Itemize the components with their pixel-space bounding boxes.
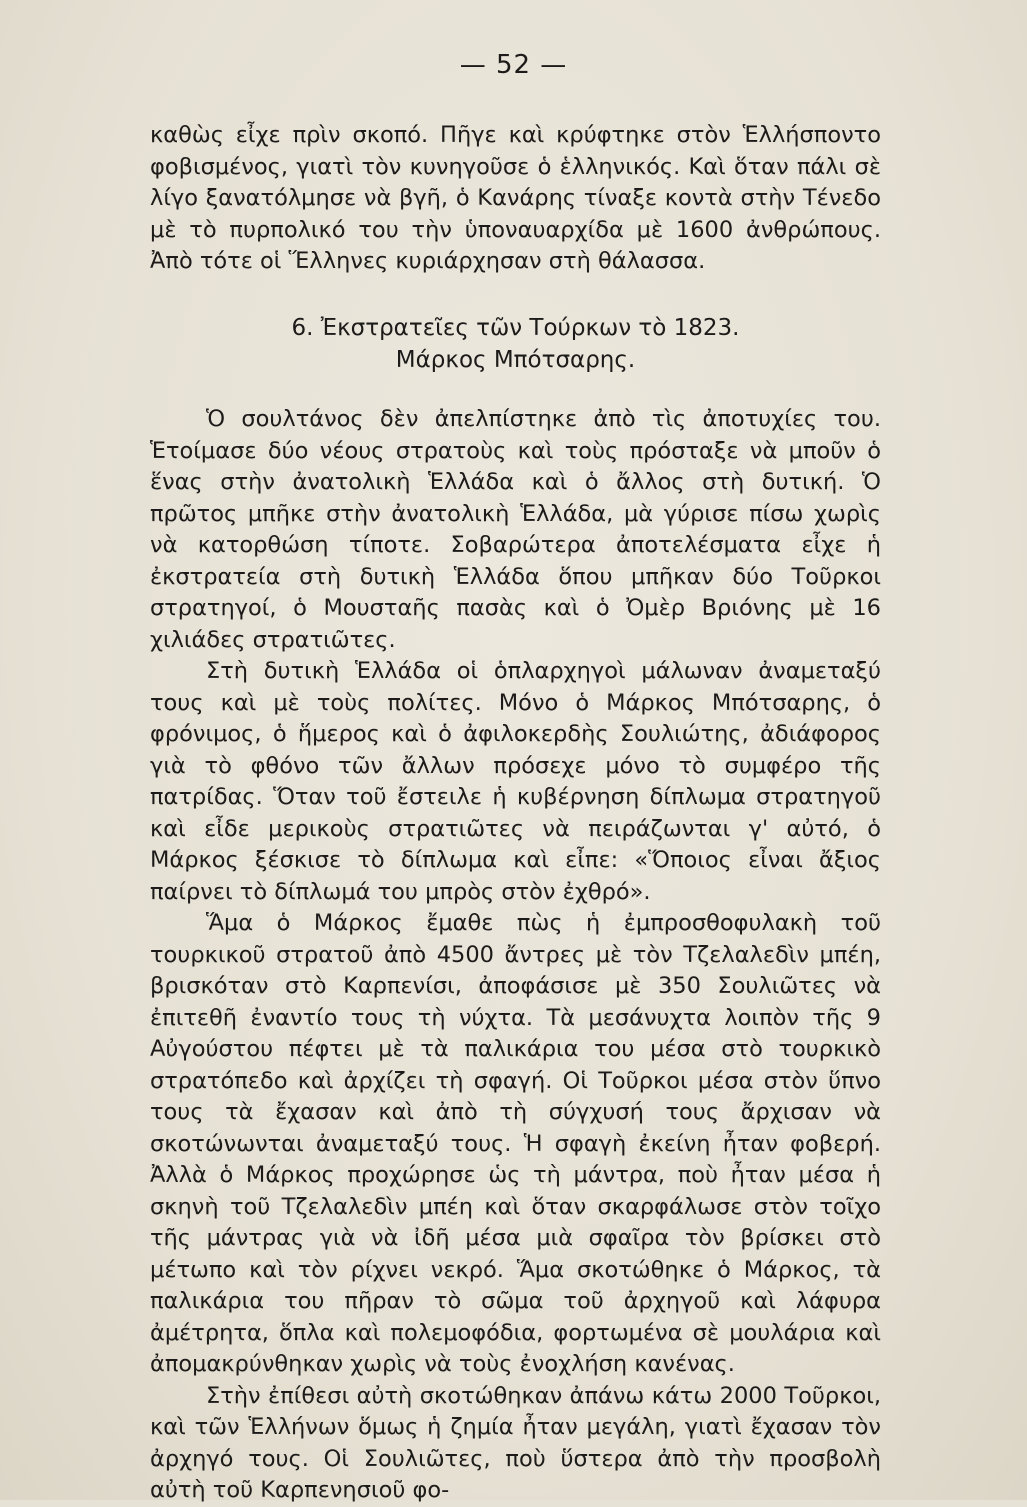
paragraph-4: Στὴν ἐπίθεσι αὐτὴ σκοτώθηκαν ἀπάνω κάτω 2000 Τοῦρκοι, καὶ τῶν Ἑλλήνων ὅμως ἡ ζημία ἦταν μεγάλη, γιατὶ ἔχασαν τὸν ἀρχηγό τους. Οἱ Σουλιῶτες, ποὺ ὕστερα ἀπὸ τὴν προσβολὴ αὐτὴ τοῦ Καρπενησιοῦ φο- bbox=[150, 1382, 881, 1503]
intro-block bbox=[150, 120, 881, 278]
body-block bbox=[150, 404, 881, 1507]
section-title-line2: Μάρκος Μπότσαρης. bbox=[395, 347, 636, 373]
page-number: — 52 — bbox=[459, 50, 568, 80]
section-heading bbox=[150, 312, 881, 376]
intro-paragraph: καθὼς εἶχε πρὶν σκοπό. Πῆγε καὶ κρύφτηκε στὸν Ἑλλήσποντο φοβισμένος, γιατὶ τὸν κυνηγοῦσε ὁ ἑλληνικός. Καὶ ὅταν πάλι σὲ λίγο ξανατόλμησε νὰ βγῆ, ὁ Κανάρης τίναξε κοντὰ στὴν Τένεδο μὲ τὸ πυρπολικό του τὴν ὑποναυαρχίδα μὲ 1600 ἀνθρώπους. Ἀπὸ τότε οἱ Ἕλληνες κυριάρχησαν στὴ θάλασσα. bbox=[150, 122, 881, 274]
paragraph-2: Στὴ δυτικὴ Ἑλλάδα οἱ ὁπλαρχηγοὶ μάλωναν ἀναμεταξύ τους καὶ μὲ τοὺς πολίτες. Μόνο ὁ Μάρκος Μπότσαρης, ὁ φρόνιμος, ὁ ἥμερος καὶ ὁ ἀφιλοκερδὴς Σουλιώτης, ἀδιάφορος γιὰ τὸ φθόνο τῶν ἄλλων πρόσεχε μόνο τὸ συμφέρο τῆς πατρίδας. Ὅταν τοῦ ἔστειλε ἡ κυβέρνηση δίπλωμα στρατηγοῦ καὶ εἶδε μερικοὺς στρατιῶτες νὰ πειράζωνται γ' αὐτό, ὁ Μάρκος ξέσκισε τὸ δίπλωμα καὶ εἶπε: «Ὅποιος εἶναι ἄξιος παίρνει τὸ δίπλωμά του μπρὸς στὸν ἐχθρό». bbox=[150, 658, 881, 905]
section-title-line1: 6. Ἐκστρατεῖες τῶν Τούρκων τὸ 1823. bbox=[291, 315, 740, 341]
paragraph-1: Ὁ σουλτάνος δὲν ἀπελπίστηκε ἀπὸ τὶς ἀποτυχίες του. Ἑτοίμασε δύο νέους στρατοὺς καὶ τοὺς πρόσταξε νὰ μποῦν ὁ ἕνας στὴν ἀνατολικὴ Ἑλλάδα καὶ ὁ ἄλλος στὴ δυτική. Ὁ πρῶτος μπῆκε στὴν ἀνατολικὴ Ἑλλάδα, μὰ γύρισε πίσω χωρὶς νὰ κατορθώση τίποτε. Σοβαρώτερα ἀποτελέσματα εἶχε ἡ ἐκστρατεία στὴ δυτικὴ Ἑλλάδα ὅπου μπῆκαν δύο Τοῦρκοι στρατηγοί, ὁ Μουσταῆς πασὰς καὶ ὁ Ὀμὲρ Βριόνης μὲ 16 χιλιάδες στρατιῶτες. bbox=[150, 406, 881, 653]
paragraph-3: Ἅμα ὁ Μάρκος ἔμαθε πὼς ἡ ἐμπροσθοφυλακὴ τοῦ τουρκικοῦ στρατοῦ ἀπὸ 4500 ἄντρες μὲ τὸν Τζελαλεδὶν μπέη, βρισκόταν στὸ Καρπενίσι, ἀποφάσισε μὲ 350 Σουλιῶτες νὰ ἐπιτεθῆ ἐναντίο τους τὴ νύχτα. Τὰ μεσάνυχτα λοιπὸν τῆς 9 Αὐγούστου πέφτει μὲ τὰ παλικάρια του μέσα στὸ τουρκικὸ στρατόπεδο καὶ ἀρχίζει τὴ σφαγή. Οἱ Τοῦρκοι μέσα στὸν ὕπνο τους τὰ ἔχασαν καὶ ἀπὸ τὴ σύγχυσή τους ἄρχισαν νὰ σκοτώνωνται ἀναμεταξύ τους. Ἡ σφαγὴ ἐκείνη ἦταν φοβερή. Ἀλλὰ ὁ Μάρκος προχώρησε ὡς τὴ μάντρα, ποὺ ἦταν μέσα ἡ σκηνὴ τοῦ Τζελαλεδὶν μπέη καὶ ὅταν σκαρφάλωσε στὸν τοῖχο τῆς μάντρας γιὰ νὰ ἰδῆ μέσα μιὰ σφαῖρα τὸν βρίσκει στὸ μέτωπο καὶ τὸν ρίχνει νεκρό. Ἅμα σκοτώθηκε ὁ Μάρκος, τὰ παλικάρια του πῆραν τὸ σῶμα τοῦ ἀρχηγοῦ καὶ λάφυρα ἀμέτρητα, ὅπλα καὶ πολεμοφόδια, φορτωμένα σὲ μουλάρια καὶ ἀπομακρύνθηκαν χωρὶς νὰ τοὺς ἐνοχλήση κανένας. bbox=[150, 910, 881, 1377]
